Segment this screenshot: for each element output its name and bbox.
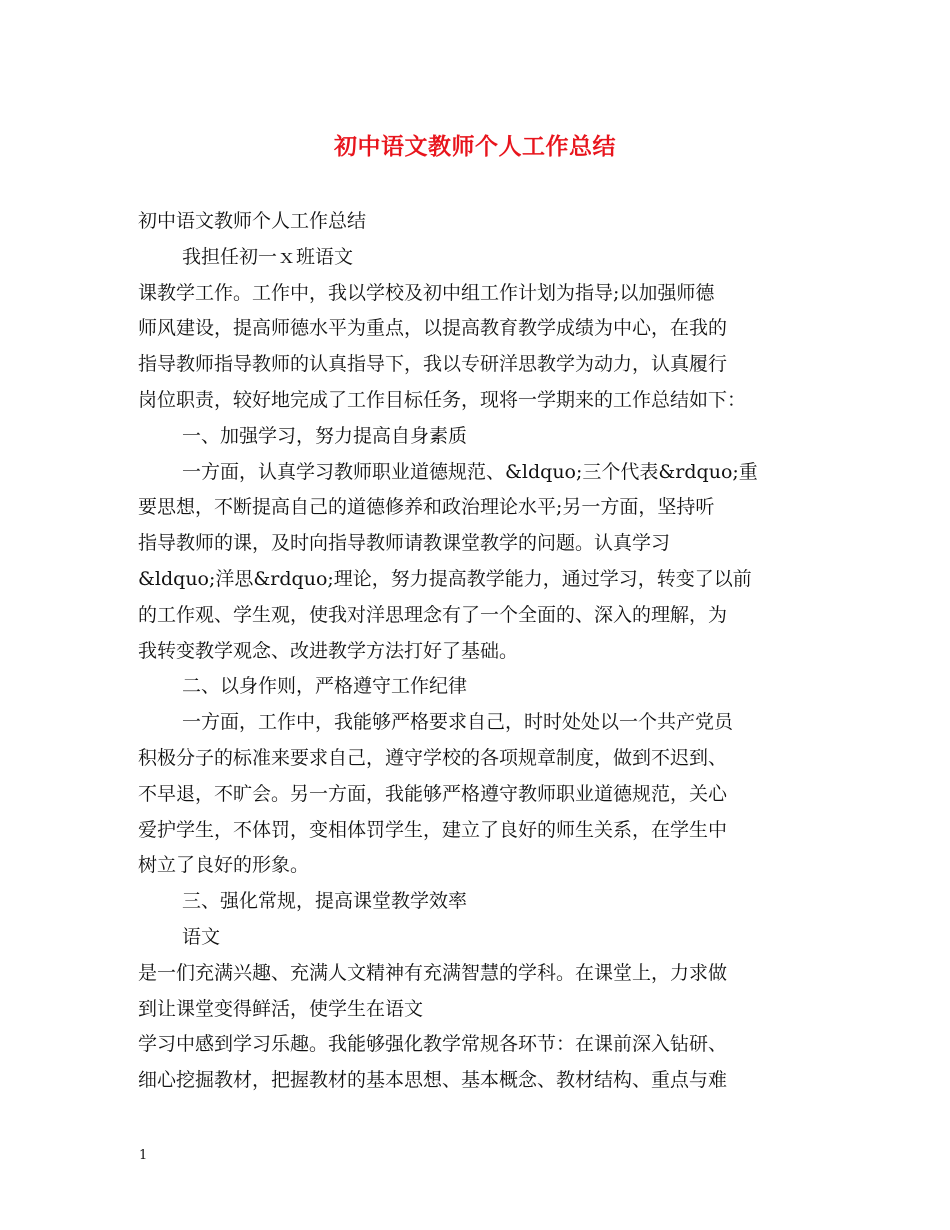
body-line: 学习中感到学习乐趣。我能够强化教学常规各环节：在课前深入钻研、 [138, 1033, 728, 1056]
page-number: 1 [139, 1148, 148, 1163]
body-line: 一方面，工作中，我能够严格要求自己，时时处处以一个共产党员 [182, 711, 734, 734]
body-line: 我转变教学观念、改进教学方法打好了基础。 [138, 639, 519, 662]
body-line: 积极分子的标准来要求自己，遵守学校的各项规章制度，做到不迟到、 [138, 746, 728, 769]
body-line: 是一们充满兴趣、充满人文精神有充满智慧的学科。在课堂上，力求做 [138, 961, 728, 984]
body-line: 不早退，不旷会。另一方面，我能够严格遵守教师职业道德规范，关心 [138, 782, 728, 805]
body-line: 指导教师的课，及时向指导教师请教课堂教学的问题。认真学习 [138, 532, 671, 555]
body-line: &ldquo;洋思&rdquo;理论，努力提高教学能力，通过学习，转变了以前 [138, 567, 752, 590]
body-line: 到让课堂变得鲜活，使学生在语文 [138, 997, 424, 1020]
body-line: 课教学工作。工作中，我以学校及初中组工作计划为指导;以加强师德 [138, 281, 715, 304]
body-line: 的工作观、学生观，使我对洋思理念有了一个全面的、深入的理解，为 [138, 603, 728, 626]
document-title: 初中语文教师个人工作总结 [334, 133, 616, 160]
body-line: 一方面，认真学习教师职业道德规范、&ldquo;三个代表&rdquo;重 [182, 460, 758, 483]
body-line: 我担任初一ｘ班语文 [182, 245, 354, 268]
body-line: 语文 [182, 925, 221, 948]
body-line: 师风建设，提高师德水平为重点，以提高教育教学成绩为中心，在我的 [138, 317, 728, 340]
document-body [138, 204, 818, 1099]
body-line: 指导教师指导教师的认真指导下，我以专研洋思教学为动力，认真履行 [138, 353, 728, 376]
section-heading: 一、加强学习，努力提高自身素质 [182, 424, 468, 447]
body-line: 岗位职责，较好地完成了工作目标任务，现将一学期来的工作总结如下： [138, 388, 747, 411]
body-line: 细心挖掘教材，把握教材的基本思想、基本概念、教材结构、重点与难 [138, 1069, 728, 1092]
body-line: 树立了良好的形象。 [138, 854, 310, 877]
body-line: 爱护学生，不体罚，变相体罚学生，建立了良好的师生关系，在学生中 [138, 818, 728, 841]
section-heading: 三、强化常规，提高课堂教学效率 [182, 890, 468, 913]
body-line: 初中语文教师个人工作总结 [138, 210, 367, 232]
section-heading: 二、以身作则，严格遵守工作纪律 [182, 675, 468, 698]
body-line: 要思想，不断提高自己的道德修养和政治理论水平;另一方面，坚持听 [138, 496, 715, 519]
